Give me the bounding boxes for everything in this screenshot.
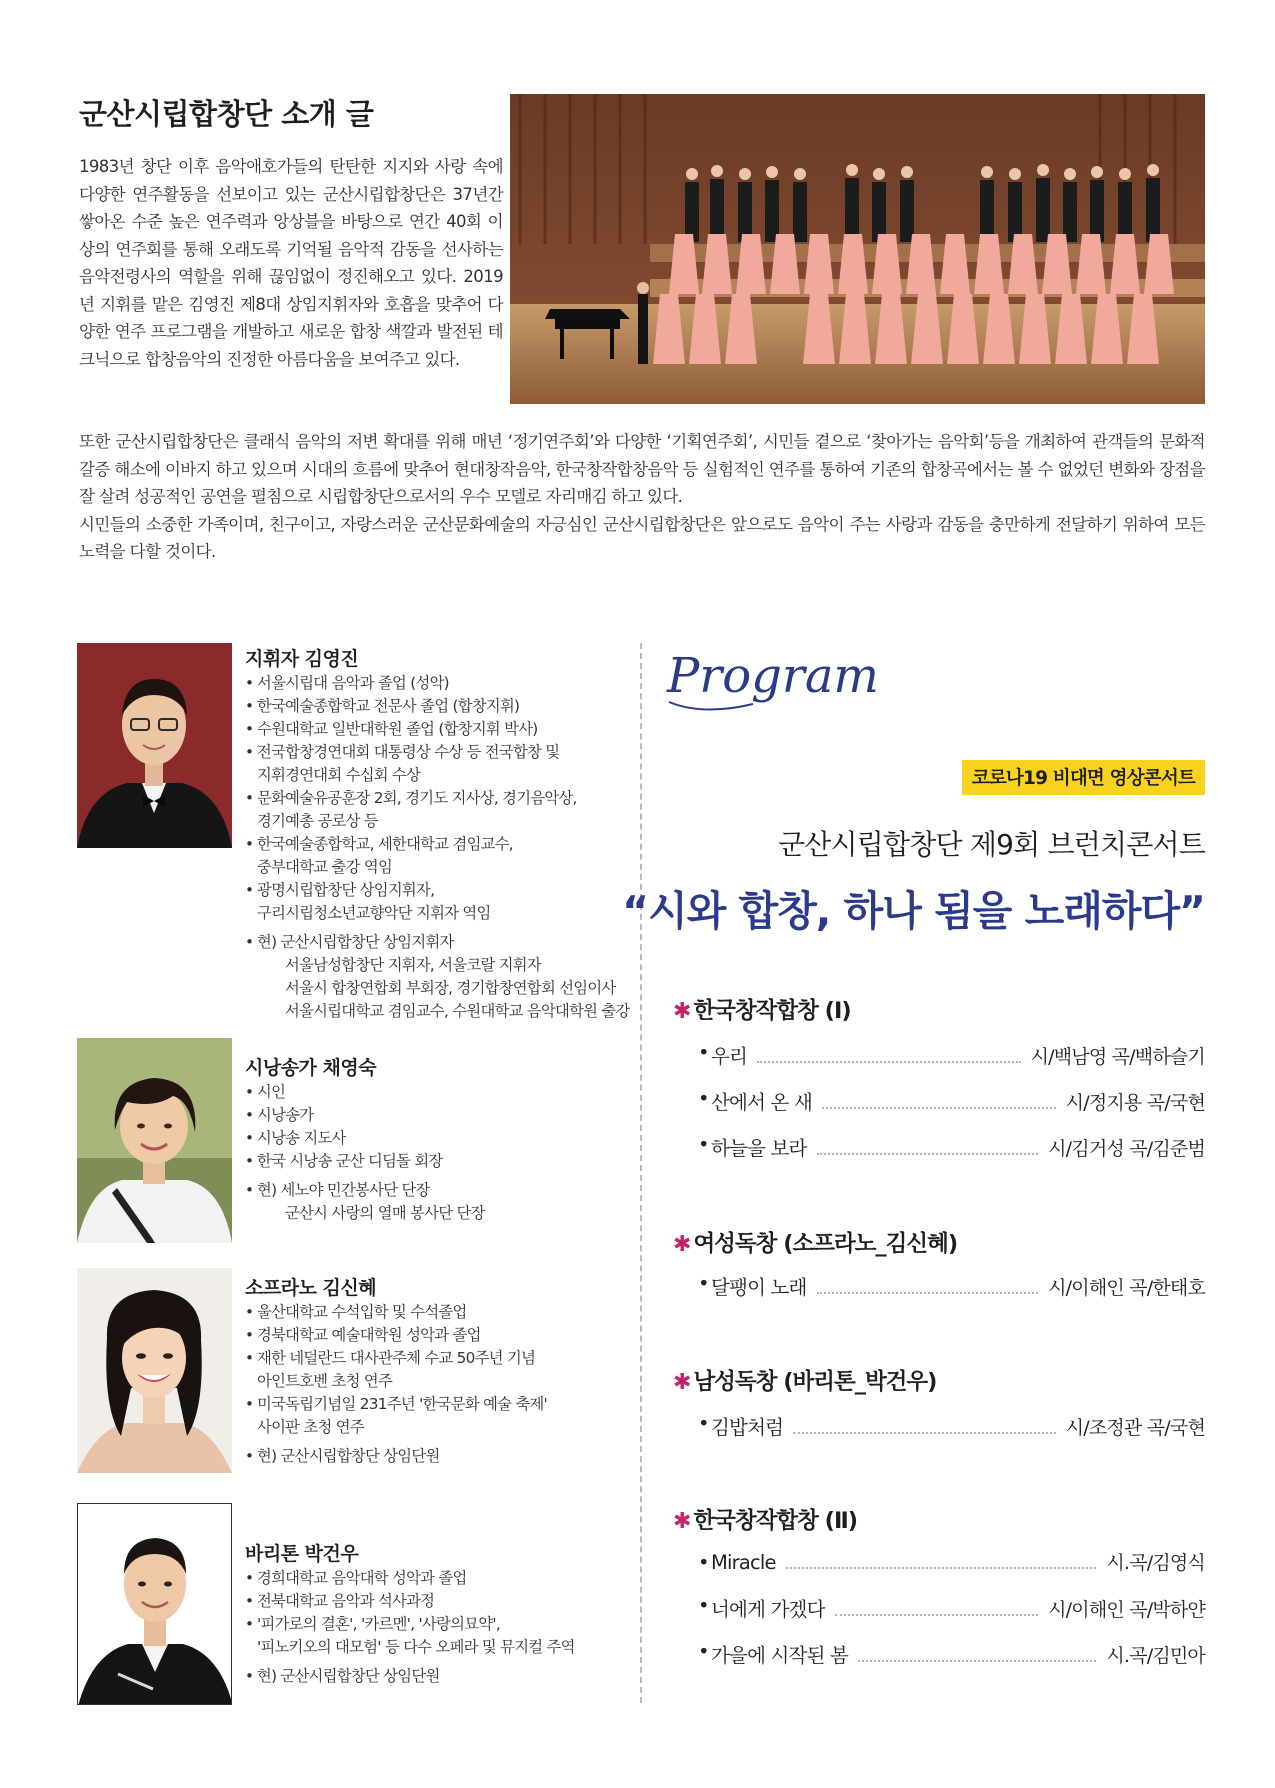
intro-paragraph-2: 또한 군산시립합창단은 클래식 음악의 저변 확대를 위해 매년 ‘정기연주회’와 다양한 ‘기획연주회’, 시민들 곁으로 ‘찾아가는 음악회’등을 개최하여 관객들의 문화적 갈증 해소에 이바지 하고 있으며 시대의 흐름에 맞추어 현대창작음악, 한국창작합창음악 등 실험적인 연주를 통하여 기존의 합창곡에서는 볼 수 없었던 변화와 장점을 잘 살려 성공적인 공연을 펼침으로 시립합창단으로서의 우수 모델로 자리매김 하고 있다. bbox=[79, 432, 1205, 506]
dot-leader bbox=[817, 1292, 1039, 1294]
list-item: • '피가로의 결혼', '카르멘', '사랑의묘약', bbox=[245, 1613, 575, 1636]
list-item: • 시낭송가 bbox=[245, 1104, 485, 1127]
asterisk-icon: ✱ bbox=[673, 999, 691, 1024]
list-item: • 문화예술유공훈장 2회, 경기도 지사상, 경기음악상, bbox=[245, 787, 630, 810]
list-item: 사이판 초청 연주 bbox=[257, 1418, 364, 1436]
list-item: • 전국합창경연대회 대통령상 수상 등 전국합창 및 bbox=[245, 741, 630, 764]
list-item: • 한국 시낭송 군산 디딤돌 회장 bbox=[245, 1150, 485, 1173]
poet-photo bbox=[77, 1038, 232, 1243]
piece-title: • 달팽이 노래 bbox=[698, 1272, 807, 1300]
list-item: • 재한 네덜란드 대사관주체 수교 50주년 기념 bbox=[245, 1347, 547, 1370]
program-item bbox=[698, 1412, 1205, 1442]
dot-leader bbox=[793, 1432, 1056, 1434]
piece-credit: 시/백남영 곡/백하슬기 bbox=[1030, 1046, 1205, 1068]
concert-subtitle: “시와 합창, 하나 됨을 노래하다” bbox=[622, 887, 1205, 935]
piece-title: • 김밥처럼 bbox=[698, 1412, 783, 1440]
program-section-heading bbox=[673, 993, 851, 1025]
intro-full-text bbox=[79, 428, 1205, 566]
baritone-name: 바리톤 박건우 bbox=[245, 1543, 359, 1565]
piece-credit: 시.곡/김영식 bbox=[1106, 1552, 1205, 1574]
dot-leader bbox=[817, 1153, 1039, 1155]
conductor-name: 지휘자 김영진 bbox=[245, 648, 359, 670]
soprano-bio-list bbox=[245, 1301, 547, 1468]
program-logo-text: Program bbox=[667, 648, 879, 704]
dot-leader bbox=[822, 1107, 1056, 1109]
section-heading-label: 한국창작합창 (Ⅰ) bbox=[693, 998, 851, 1024]
piece-title: • 하늘을 보라 bbox=[698, 1133, 807, 1161]
piece-credit: 시/이해인 곡/한태호 bbox=[1048, 1277, 1205, 1299]
piece-credit: 시/조정관 곡/국현 bbox=[1065, 1417, 1205, 1439]
poet-bio-list bbox=[245, 1081, 485, 1225]
list-item: 서울남성합창단 지휘자, 서울코랄 지휘자 bbox=[285, 956, 541, 974]
list-item: 구리시립청소년교향악단 지휘자 역임 bbox=[257, 904, 491, 922]
baritone-bio-list bbox=[245, 1567, 575, 1688]
piece-title: • 너에게 가겠다 bbox=[698, 1594, 825, 1622]
program-item bbox=[698, 1594, 1205, 1624]
list-item: • 경희대학교 음악대학 성악과 졸업 bbox=[245, 1567, 575, 1590]
list-item: 서울시 합창연합회 부회장, 경기합창연합회 선임이사 bbox=[285, 979, 616, 997]
conductor-photo bbox=[77, 643, 232, 848]
intro-title: 군산시립합창단 소개 글 bbox=[79, 97, 374, 131]
list-item: • 현) 세노야 민간봉사단 단장 bbox=[245, 1179, 485, 1202]
piece-credit: 시/김거성 곡/김준범 bbox=[1048, 1138, 1205, 1160]
asterisk-icon: ✱ bbox=[673, 1370, 691, 1395]
program-item bbox=[698, 1041, 1205, 1071]
soprano-photo bbox=[77, 1268, 232, 1473]
list-item: • 현) 군산시립합창단 상임단원 bbox=[245, 1445, 547, 1468]
dot-leader bbox=[786, 1567, 1097, 1569]
section-heading-label: 남성독창 (바리톤_박건우) bbox=[693, 1369, 937, 1395]
program-item bbox=[698, 1272, 1205, 1302]
list-item: 중부대학교 출강 역임 bbox=[257, 858, 393, 876]
list-item: • 경북대학교 예술대학원 성악과 졸업 bbox=[245, 1324, 547, 1347]
list-item: • 현) 군산시립합창단 상임지휘자 bbox=[245, 931, 630, 954]
soprano-name: 소프라노 김신혜 bbox=[245, 1277, 377, 1299]
list-item: 아인트호벤 초청 연주 bbox=[257, 1372, 393, 1390]
list-item: • 광명시립합창단 상임지휘자, bbox=[245, 879, 630, 902]
section-heading-label: 여성독창 (소프라노_김신혜) bbox=[693, 1231, 958, 1257]
program-item bbox=[698, 1133, 1205, 1163]
conductor-bio-list bbox=[245, 672, 630, 1023]
list-item: • 현) 군산시립합창단 상임단원 bbox=[245, 1665, 575, 1688]
concert-title: 군산시립합창단 제9회 브런치콘서트 bbox=[778, 828, 1205, 861]
baritone-photo bbox=[77, 1503, 232, 1705]
piece-credit: 시/이해인 곡/박하얀 bbox=[1048, 1599, 1205, 1621]
intro-paragraph-1: 1983년 창단 이후 음악애호가들의 탄탄한 지지와 사랑 속에 다양한 연주활동을 선보이고 있는 군산시립합창단은 37년간 쌓아온 수준 높은 연주력과 앙상블을 바탕으로 연간 40회 이상의 연주회를 통해 오래도록 기억될 음악적 감동을 선사하는 음악전령사의 역할을 위해 끊임없이 정진해오고 있다. 2019년 지휘를 맡은 김영진 제8대 상임지휘자와 호흡을 맞추어 다양한 연주 프로그램을 개발하고 새로운 합창 색깔과 발전된 테크닉으로 합창음악의 진정한 아름다움을 보여주고 있다. bbox=[79, 157, 503, 369]
asterisk-icon: ✱ bbox=[673, 1232, 691, 1257]
dot-leader bbox=[835, 1614, 1039, 1616]
program-item bbox=[698, 1548, 1205, 1578]
list-item: • 한국예술종합학교 전문사 졸업 (합창지휘) bbox=[245, 695, 630, 718]
list-item: • 시낭송 지도사 bbox=[245, 1127, 485, 1150]
asterisk-icon: ✱ bbox=[673, 1509, 691, 1534]
list-item: 경기예총 공로상 등 bbox=[257, 812, 378, 830]
program-logo bbox=[663, 630, 893, 724]
program-section-heading bbox=[673, 1503, 857, 1535]
piece-title: • 가을에 시작된 봄 bbox=[698, 1640, 848, 1668]
section-heading-label: 한국창작합창 (Ⅱ) bbox=[693, 1508, 858, 1534]
program-section-heading bbox=[673, 1226, 957, 1258]
list-item: • 서울시립대 음악과 졸업 (성악) bbox=[245, 672, 630, 695]
list-item: • 수원대학교 일반대학원 졸업 (합창지휘 박사) bbox=[245, 718, 630, 741]
piece-title: • 산에서 온 새 bbox=[698, 1087, 812, 1115]
list-item: • 한국예술종합학교, 세한대학교 겸임교수, bbox=[245, 833, 630, 856]
program-item bbox=[698, 1640, 1205, 1670]
dot-leader bbox=[858, 1660, 1096, 1662]
program-section-heading bbox=[673, 1364, 936, 1396]
list-item: '피노키오의 대모험' 등 다수 오페라 및 뮤지컬 주역 bbox=[257, 1638, 575, 1656]
column-divider bbox=[640, 643, 642, 1703]
list-item: • 미국독립기념일 231주년 '한국문화 예술 축제' bbox=[245, 1393, 547, 1416]
piece-credit: 시.곡/김민아 bbox=[1106, 1645, 1205, 1667]
piece-title: • 우리 bbox=[698, 1041, 747, 1069]
video-concert-badge: 코로나19 비대면 영상콘서트 bbox=[962, 760, 1205, 795]
list-item: • 울산대학교 수석입학 및 수석졸업 bbox=[245, 1301, 547, 1324]
piece-title: • Miracle bbox=[698, 1551, 776, 1574]
list-item: • 시인 bbox=[245, 1081, 485, 1104]
list-item: 군산시 사랑의 열매 봉사단 단장 bbox=[285, 1204, 485, 1222]
choir-photo bbox=[510, 94, 1205, 404]
poet-name: 시낭송가 채영숙 bbox=[245, 1057, 377, 1079]
piece-credit: 시/정지용 곡/국현 bbox=[1065, 1092, 1205, 1114]
list-item: 지휘경연대회 수십회 수상 bbox=[257, 766, 421, 784]
list-item: • 전북대학교 음악과 석사과정 bbox=[245, 1590, 575, 1613]
list-item: 서울시립대학교 겸임교수, 수원대학교 음악대학원 출강 bbox=[285, 1002, 630, 1020]
dot-leader bbox=[757, 1061, 1020, 1063]
intro-paragraph-3: 시민들의 소중한 가족이며, 친구이고, 자랑스러운 군산문화예술의 자긍심인 군산시립합창단은 앞으로도 음악이 주는 사랑과 감동을 충만하게 전달하기 위하여 모든 노력을 다할 것이다. bbox=[79, 514, 1205, 561]
program-item bbox=[698, 1087, 1205, 1117]
